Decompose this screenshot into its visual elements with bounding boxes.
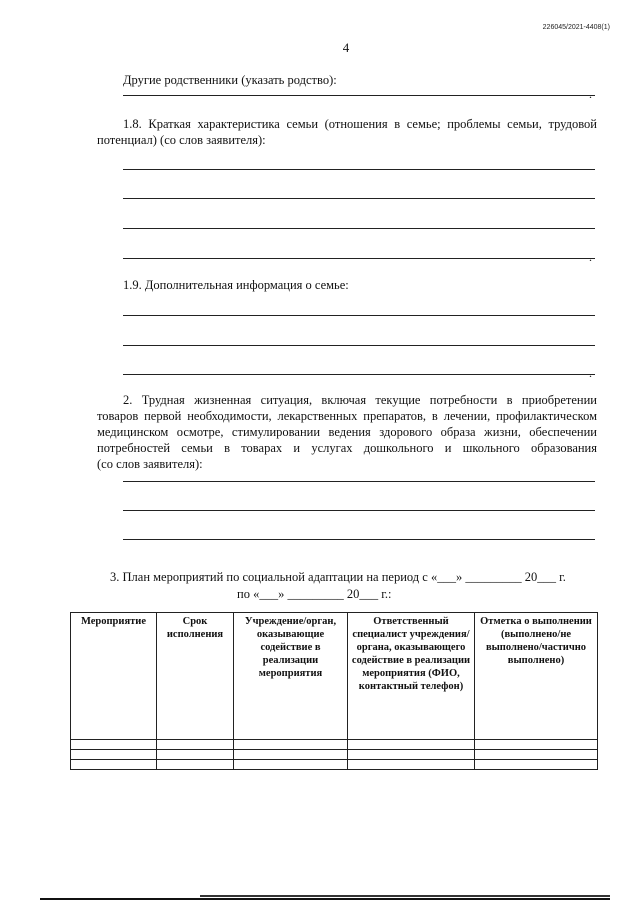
period-mark: . (589, 87, 592, 101)
period-mark: . (589, 366, 592, 380)
table-cell[interactable] (234, 750, 348, 760)
section-2-line-5: (со слов заявителя): (97, 457, 203, 471)
fill-line (123, 481, 595, 482)
section-3-heading: 3. План мероприятий по социальной адаптации на период с «___» _________ 20___ г. (110, 570, 566, 584)
table-cell[interactable] (475, 760, 598, 770)
table-cell[interactable] (348, 740, 475, 750)
table-cell[interactable] (157, 750, 234, 760)
scan-edge-line (200, 895, 610, 897)
fill-line (123, 510, 595, 511)
table-cell[interactable] (157, 760, 234, 770)
table-cell[interactable] (348, 760, 475, 770)
table-header-cell: Мероприятие (71, 613, 157, 740)
section-2-line-1: 2. Трудная жизненная ситуация, включая текущие потребности в приобретении (123, 393, 597, 407)
table-cell[interactable] (234, 760, 348, 770)
table-cell[interactable] (157, 740, 234, 750)
table-header-cell: Учреждение/орган, оказывающие содействие в реализации мероприятия (234, 613, 348, 740)
fill-line (123, 198, 595, 199)
section-2-line-4: потребностей семьи в товарах и услугах дошкольного и школьного образования (97, 441, 597, 455)
registration-number: 226045/2021-4408(1) (542, 24, 610, 31)
activity-plan-table (70, 612, 598, 770)
fill-line (123, 539, 595, 540)
other-relatives-label: Другие родственники (указать родство): (123, 73, 337, 87)
table-cell[interactable] (475, 750, 598, 760)
table-row (71, 760, 598, 770)
table-header-row (71, 613, 598, 740)
table-cell[interactable] (475, 740, 598, 750)
fill-line (123, 374, 595, 375)
section-1-8-heading-cont: потенциал) (со слов заявителя): (97, 133, 266, 147)
section-2-line-2: товаров первой необходимости, лекарственных препаратов, в лечении, профилактическом (97, 409, 597, 423)
fill-line (123, 315, 595, 316)
fill-line (123, 258, 595, 259)
table-cell[interactable] (234, 740, 348, 750)
table-header-cell: Отметка о выполнении (выполнено/не выполнено/частично выполнено) (475, 613, 598, 740)
table-cell[interactable] (71, 740, 157, 750)
section-1-9-heading: 1.9. Дополнительная информация о семье: (123, 278, 349, 292)
period-mark: . (589, 250, 592, 264)
fill-line (123, 228, 595, 229)
fill-line (123, 169, 595, 170)
section-3-heading-cont: по «___» _________ 20___ г.: (237, 587, 392, 601)
section-1-8-heading: 1.8. Краткая характеристика семьи (отношения в семье; проблемы семьи, трудовой (123, 117, 597, 131)
page-number: 4 (342, 40, 350, 55)
table-cell[interactable] (71, 760, 157, 770)
table-row (71, 750, 598, 760)
table-cell[interactable] (348, 750, 475, 760)
fill-line (123, 345, 595, 346)
table-cell[interactable] (71, 750, 157, 760)
table-row (71, 740, 598, 750)
fill-line (123, 95, 595, 96)
scan-edge-line (40, 898, 610, 900)
table-header-cell: Ответственный специалист учреждения/органа, оказывающего содействие в реализации мероприятия (ФИО, контактный телефон) (348, 613, 475, 740)
table-header-cell: Срок исполнения (157, 613, 234, 740)
section-2-line-3: медицинском осмотре, стимулировании ведения здорового образа жизни, обеспечении (97, 425, 597, 439)
